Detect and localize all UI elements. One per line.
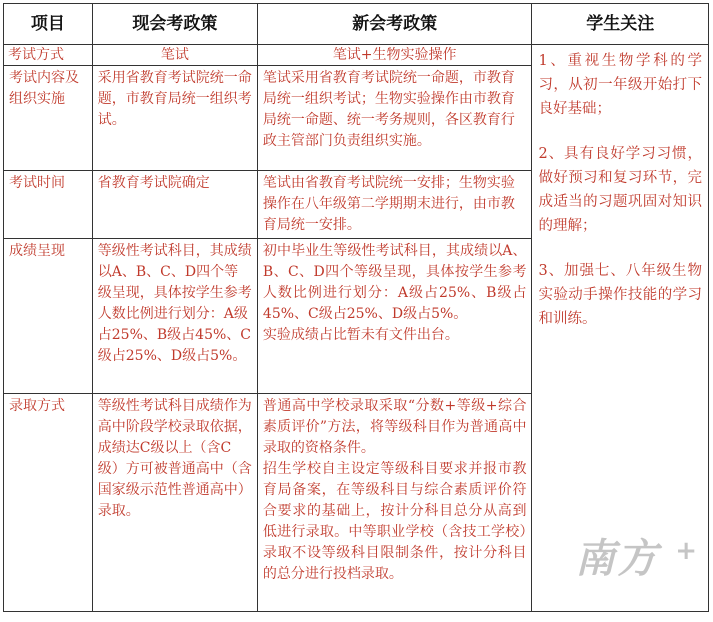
- current-policy-cell: 笔试: [92, 45, 257, 66]
- current-policy-cell: 省教育考试院确定: [92, 171, 257, 239]
- current-policy-cell: 等级性考试科目，其成绩以A、B、C、D四个等级呈现，具体按学生参考人数比例进行划分：A级占25%、B级占45%、C级占25%、D级占5%。: [92, 239, 257, 394]
- header-item: 项目: [4, 4, 93, 45]
- header-student-focus: 学生关注: [532, 4, 709, 45]
- new-policy-cell: 笔试由省教育考试院统一安排；生物实验操作在八年级第二学期期末进行，由市教育局统一安排。: [257, 171, 532, 239]
- new-policy-cell: [257, 394, 532, 612]
- table-row-exam-method: [4, 45, 709, 66]
- row-label: 考试内容及组织实施: [4, 66, 93, 171]
- new-policy-text: 普通高中学校录取采取“分数+等级+综合素质评价”方法，将等级科目作为普通高中录取的资格条件。: [262, 398, 527, 456]
- table-header-row: [4, 4, 709, 45]
- student-focus-cell: [532, 45, 709, 612]
- new-policy-cell: [257, 239, 532, 394]
- new-policy-text: 初中毕业生等级性考试科目，其成绩以A、B、C、D四个等级呈现，具体按学生参考人数比例进行划分：A级占25%、B级占45%、C级占25%、D级占5%。: [262, 243, 527, 322]
- row-label: 考试方式: [4, 45, 93, 66]
- policy-comparison-table: [3, 3, 709, 612]
- header-current-policy: 现会考政策: [92, 4, 257, 45]
- watermark-plus: +: [675, 536, 699, 566]
- row-label: 考试时间: [4, 171, 93, 239]
- new-policy-extra: 招生学校自主设定等级科目要求并报市教育局备案，在等级科目与综合素质评价符合要求的基础上，按计分科目总分从高到低进行录取。中等职业学校（含技工学校）录取不设等级科目限制条件，按计分科目的总分进行投档录取。: [262, 461, 527, 582]
- row-label: 成绩呈现: [4, 239, 93, 394]
- student-focus-item: 1、重视生物学科的学习，从初一年级开始打下良好基础；: [538, 53, 702, 117]
- current-policy-cell: 采用省教育考试院统一命题，市教育局统一组织考试。: [92, 66, 257, 171]
- current-policy-cell: 等级性考试科目成绩作为高中阶段学校录取依据，成绩达C级以上（含C级）方可被普通高中（含国家级示范性普通高中）录取。: [92, 394, 257, 612]
- new-policy-extra: 实验成绩占比暂未有文件出台。: [262, 327, 459, 343]
- header-new-policy: 新会考政策: [257, 4, 532, 45]
- row-label: 录取方式: [4, 394, 93, 612]
- new-policy-cell: 笔试+生物实验操作: [257, 45, 532, 66]
- student-focus-item: 2、具有良好学习习惯，做好预习和复习环节，完成适当的习题巩固对知识的理解；: [538, 146, 702, 234]
- watermark-text: 南方: [575, 536, 659, 582]
- student-focus-item: 3、加强七、八年级生物实验动手操作技能的学习和训练。: [538, 263, 702, 327]
- new-policy-cell: 笔试采用省教育考试院统一命题，市教育局统一组织考试；生物实验操作由市教育局统一命题、统一考务规则，各区教育行政主管部门负责组织实施。: [257, 66, 532, 171]
